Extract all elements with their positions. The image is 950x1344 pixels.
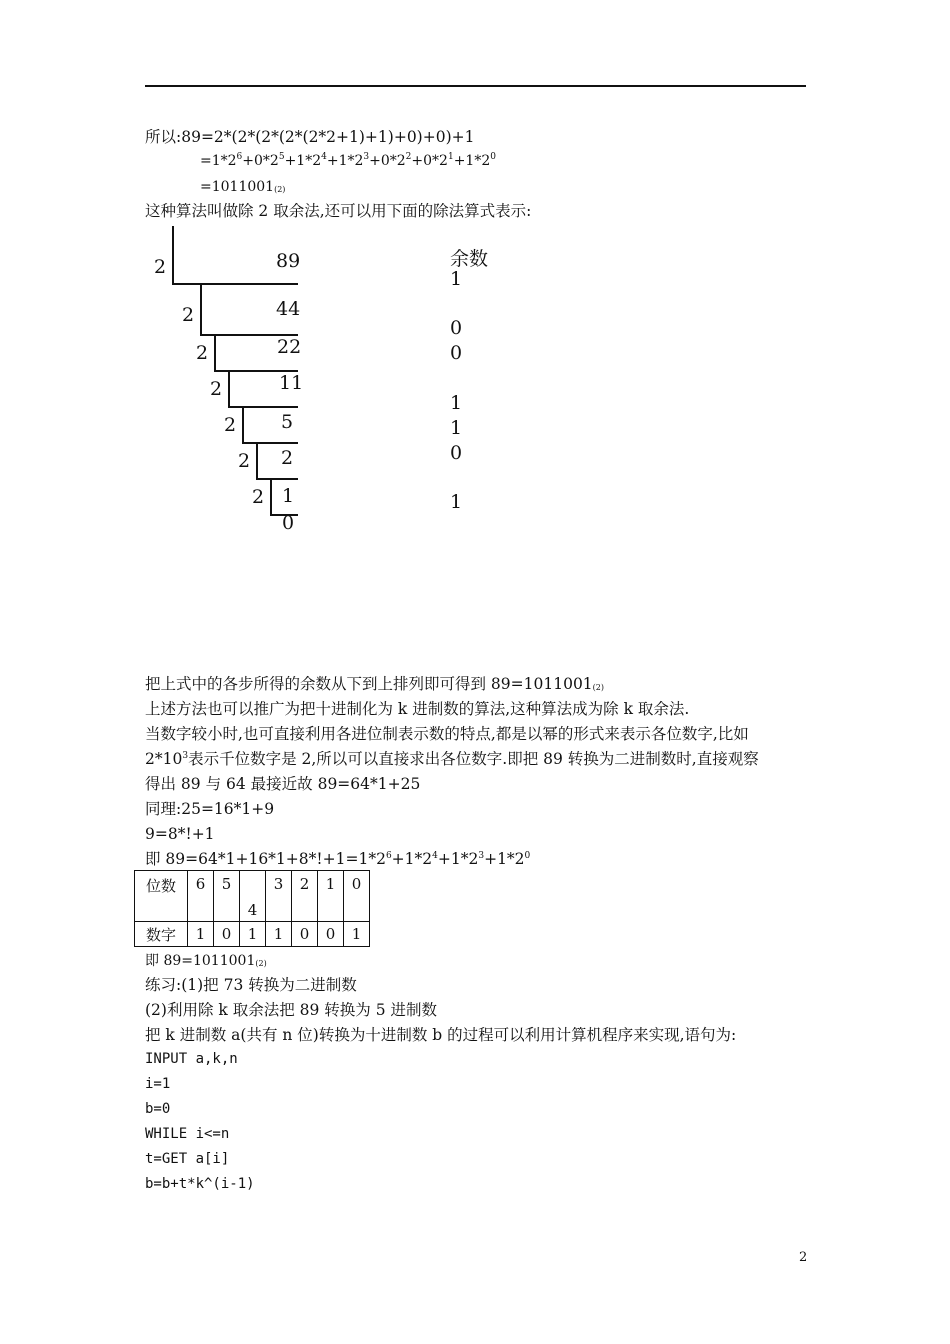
table-cell: 5 (214, 871, 240, 922)
paragraph-sum: 即 $89=64*1+16*1+8*!+1=1*2^6+1*2^4+1*2^3+1*2^0$ (145, 850, 531, 868)
remainder: 1 (450, 392, 463, 414)
divisor: 2 (182, 304, 195, 326)
divisor: 2 (238, 450, 251, 472)
divisor: 2 (224, 414, 237, 436)
quotient: 11 (279, 372, 304, 394)
table-cell: 0 (344, 871, 370, 922)
equation-line-1: 所以:89=2*(2*(2*(2*(2*2+1)+1)+0)+0)+1 (145, 128, 475, 146)
table-cell: 0 (214, 922, 240, 947)
exercise-2: (2)利用除 k 取余法把 89 转换为 5 进制数 (145, 1001, 437, 1019)
code-line: b=0 (145, 1101, 171, 1117)
divisor: 2 (196, 342, 209, 364)
paragraph-observe: 得出 89 与 64 最接近故 89=64*1+25 (145, 775, 421, 793)
row-label: 数字 (135, 922, 188, 947)
table-cell: 2 (292, 871, 318, 922)
table-cell: 1 (188, 922, 214, 947)
division-intro: 这种算法叫做除 2 取余法,还可以用下面的除法算式表示: (145, 202, 532, 220)
table-cell: 1 (266, 922, 292, 947)
code-line: i=1 (145, 1076, 171, 1092)
divisor: 2 (154, 256, 167, 278)
quotient: 1 (282, 485, 295, 507)
paragraph-result: 把上式中的各步所得的余数从下到上排列即可得到 89=1011001(2) (145, 675, 605, 693)
code-line: WHILE i<=n (145, 1126, 230, 1142)
table-cell: 3 (266, 871, 292, 922)
remainder: 1 (450, 417, 463, 439)
table-cell: 4 (240, 871, 266, 922)
equation-line-3: =1011001(2) (200, 179, 286, 195)
row-label: 位数 (135, 871, 188, 922)
quotient: 89 (276, 250, 301, 272)
divisor: 2 (210, 378, 223, 400)
program-intro: 把 k 进制数 a(共有 n 位)转换为十进制数 b 的过程可以利用计算机程序来实现,语句为: (145, 1026, 737, 1044)
code-line: t=GET a[i] (145, 1151, 230, 1167)
quotient: 22 (277, 336, 302, 358)
header-rule (145, 85, 806, 87)
page-number: 2 (799, 1250, 808, 1265)
paragraph-direct: 当数字较小时,也可直接利用各进位制表示数的特点,都是以幂的形式来表示各位数字,比如 (145, 725, 749, 743)
paragraph-nine: 9=8*!+1 (145, 825, 215, 843)
place-value-table (134, 870, 370, 947)
remainder: 1 (450, 491, 463, 513)
table-cell: 1 (344, 922, 370, 947)
remainder: 1 (450, 268, 463, 290)
code-line: b=b+t*k^(i-1) (145, 1176, 255, 1192)
remainder: 0 (450, 442, 463, 464)
paragraph-direct-cont: $2*10^3$表示千位数字是 2,所以可以直接求出各位数字.即把 89 转换为二进制数时,直接观察 (145, 750, 759, 768)
table-cell: 1 (240, 922, 266, 947)
paragraph-generalize: 上述方法也可以推广为把十进制化为 k 进制数的算法,这种算法成为除 k 取余法. (145, 700, 690, 718)
table-cell: 1 (318, 871, 344, 922)
remainder-header: 余数 (450, 248, 489, 270)
table-cell: 6 (188, 871, 214, 922)
table-cell: 0 (318, 922, 344, 947)
table-cell: 0 (292, 922, 318, 947)
quotient: 5 (281, 411, 294, 433)
quotient: 0 (282, 512, 295, 534)
quotient: 2 (281, 447, 294, 469)
result-line: 即 89=1011001(2) (145, 953, 267, 969)
divisor: 2 (252, 486, 265, 508)
remainder: 0 (450, 317, 463, 339)
remainder: 0 (450, 342, 463, 364)
equation-line-2: $=1*2^6+0*2^5+1*2^4+1*2^3+0*2^2+0*2^1+1*2^0$ (200, 152, 496, 169)
code-line: INPUT a,k,n (145, 1051, 238, 1067)
paragraph-similar: 同理:25=16*1+9 (145, 800, 275, 818)
exercise-1: 练习:(1)把 73 转换为二进制数 (145, 976, 357, 994)
quotient: 44 (276, 298, 301, 320)
